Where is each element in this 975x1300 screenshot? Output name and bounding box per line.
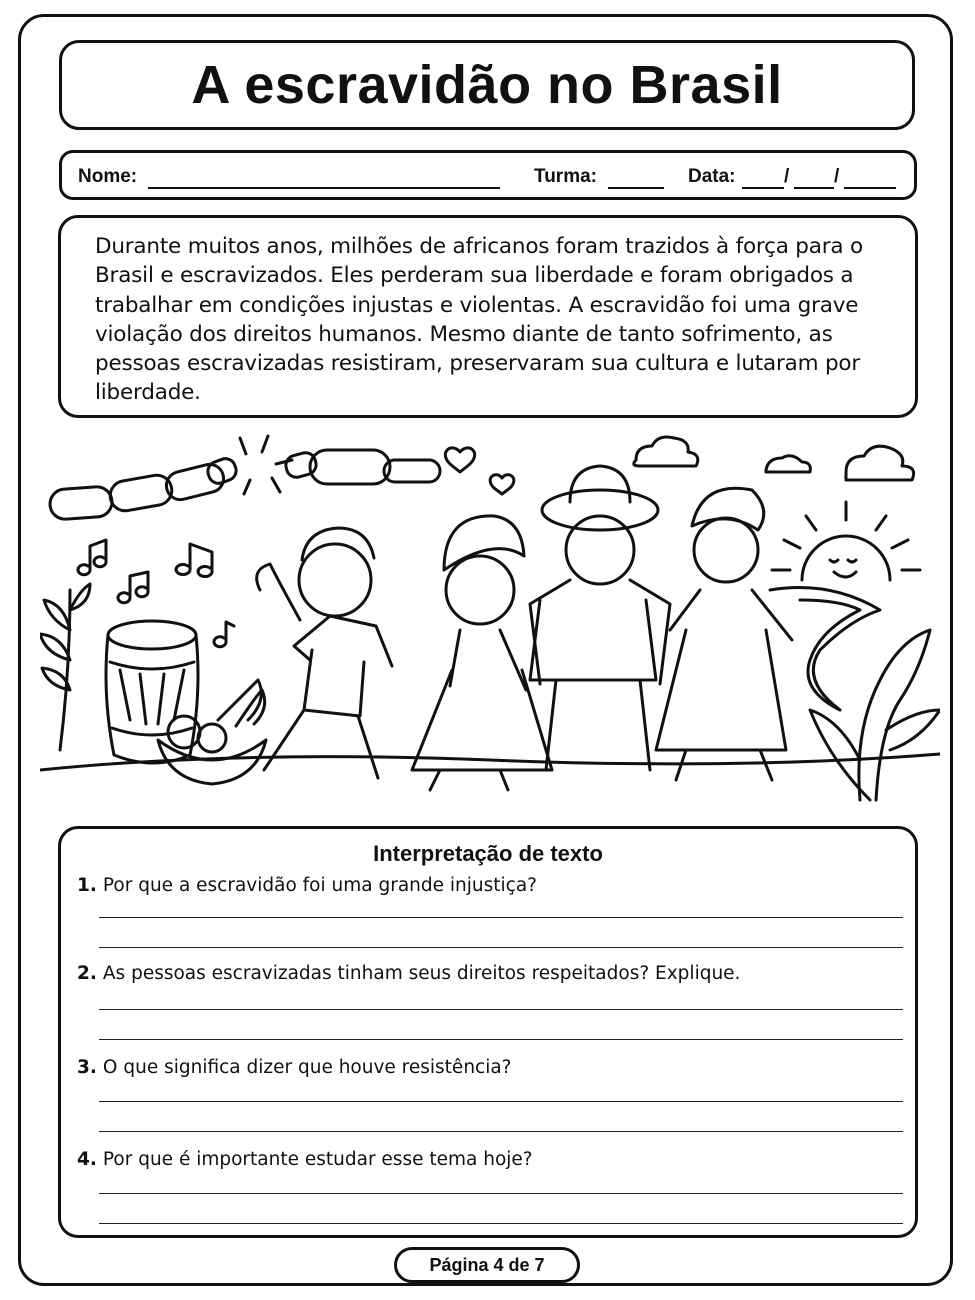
heart-icon (490, 475, 514, 494)
cloud-icon (846, 446, 914, 480)
children-celebration-illustration (40, 430, 940, 820)
drum-icon (106, 621, 198, 763)
question-number: 4. (77, 1149, 97, 1170)
music-notes-icon (78, 540, 234, 647)
class-label: Turma: (534, 166, 597, 187)
intro-text-box (58, 215, 918, 418)
intro-paragraph: Durante muitos anos, milhões de africanos foram trazidos à força para o Brasil e escravizados. Eles perderam sua liberdade e foram obrigados a trabalhar em condições injustas e violentas. A escravidão foi uma grave violação dos direitos humanos. Mesmo diante de tanto sofrimento, as pessoas escravizadas resistiram, preservaram sua cultura e lutaram por liberdade. (95, 234, 863, 406)
questions-section-title: Interpretação de texto (373, 841, 603, 866)
plant-icon (40, 584, 90, 750)
answer-line[interactable] (99, 1101, 903, 1102)
answer-line[interactable] (99, 1223, 903, 1224)
date-year-field[interactable] (844, 187, 896, 189)
title-box (59, 40, 915, 130)
answer-line[interactable] (99, 1193, 903, 1194)
date-day-field[interactable] (742, 187, 784, 189)
sun-icon (772, 502, 920, 580)
answer-line[interactable] (99, 917, 903, 918)
page-title: A escravidão no Brasil (191, 55, 783, 115)
question-number: 1. (77, 875, 97, 896)
name-field[interactable] (148, 187, 500, 189)
cloud-icon (766, 456, 810, 472)
child-girl-headwrap (412, 516, 552, 790)
name-label: Nome: (78, 166, 138, 187)
heart-icon (445, 448, 474, 472)
cloud-icon (634, 437, 698, 466)
question-number: 2. (77, 963, 97, 984)
child-boy-waving (257, 528, 392, 778)
plant-icon (810, 630, 940, 800)
question-text: Por que a escravidão foi uma grande injustiça? (102, 875, 537, 896)
question-number: 3. (77, 1057, 97, 1078)
date-label: Data: (688, 166, 736, 187)
question-item (77, 875, 537, 896)
child-girl-necklace (656, 488, 792, 780)
date-separator: / (834, 166, 840, 187)
date-month-field[interactable] (794, 187, 834, 189)
page-indicator (394, 1247, 580, 1283)
questions-box (58, 826, 918, 1238)
date-separator: / (784, 166, 790, 187)
page-indicator-label: Página 4 de 7 (429, 1254, 545, 1275)
answer-line[interactable] (99, 1009, 903, 1010)
question-item (77, 1057, 512, 1078)
answer-line[interactable] (99, 947, 903, 948)
student-info-bar (59, 150, 917, 200)
question-text: O que significa dizer que houve resistência? (102, 1057, 512, 1078)
broken-chain-icon (49, 436, 440, 520)
question-item (77, 963, 740, 984)
answer-line[interactable] (99, 1131, 903, 1132)
answer-line[interactable] (99, 1039, 903, 1040)
question-text: As pessoas escravizadas tinham seus direitos respeitados? Explique. (102, 963, 741, 984)
question-item (77, 1149, 533, 1170)
class-field[interactable] (608, 187, 664, 189)
question-text: Por que é importante estudar esse tema hoje? (102, 1149, 533, 1170)
child-boy-hat (530, 466, 670, 770)
